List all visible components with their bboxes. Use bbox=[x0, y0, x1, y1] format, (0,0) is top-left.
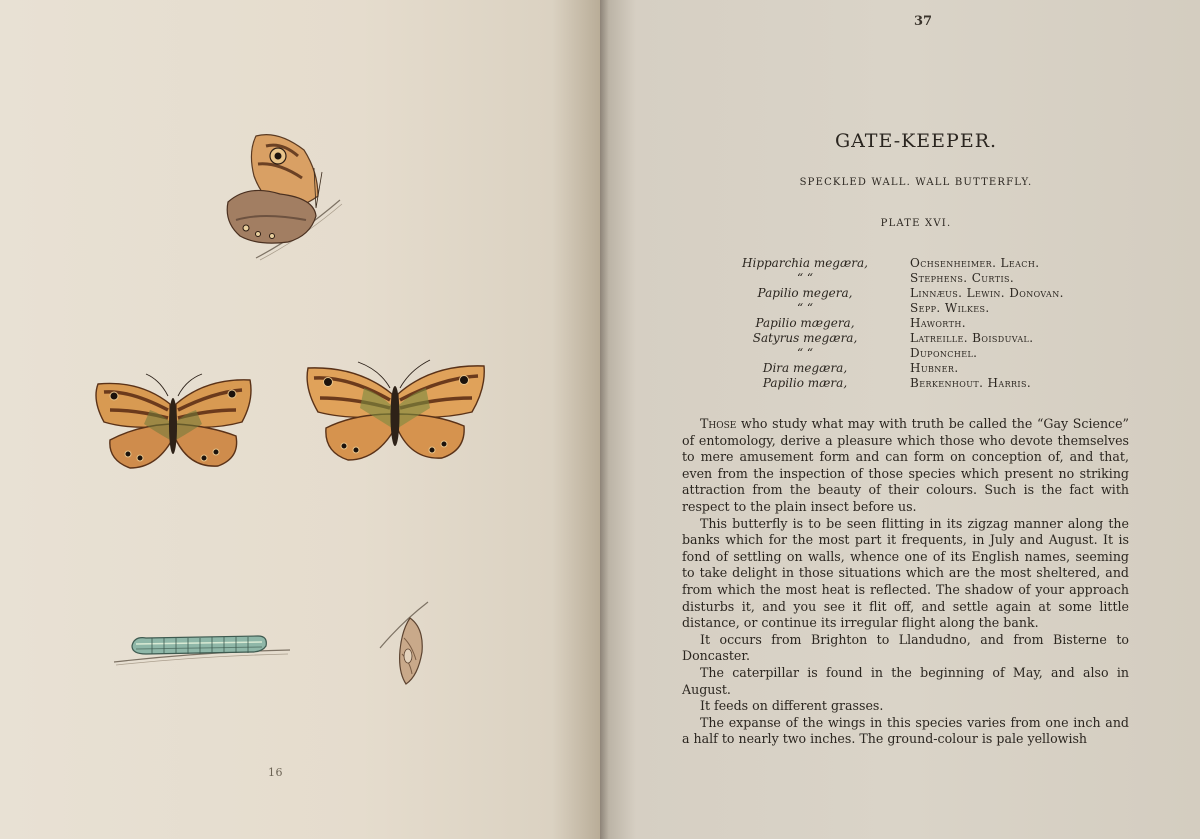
synonym-name: “ “ bbox=[796, 271, 814, 285]
synonymy-row bbox=[730, 301, 1130, 316]
synonym-authors: Ochsenheimer. Leach. bbox=[910, 256, 1040, 270]
synonymy-row bbox=[730, 316, 1130, 331]
synonymy-row bbox=[730, 331, 1130, 346]
plate-number: 16 bbox=[268, 766, 283, 779]
synonymy-row bbox=[730, 286, 1130, 301]
synonymy-list bbox=[730, 256, 1130, 391]
synonymy-row bbox=[730, 271, 1130, 286]
synonym-authors: Hubner. bbox=[910, 361, 959, 375]
synonym-name: Papilio megera, bbox=[757, 286, 853, 300]
butterfly-underside-illustration bbox=[218, 128, 348, 268]
synonym-authors: Berkenhout. Harris. bbox=[910, 376, 1032, 390]
paragraph-introduction-text: who study what may with truth be called the “Gay Science” of entomology, derive a pleasure which those who devote themselves to mere amusement form and can form on conception of, and that, even from the inspection of those species which present no striking attraction from the beauty of their colours. Such is the fact with respect to the plain insect before us. bbox=[682, 416, 1129, 514]
page-title: GATE-KEEPER. bbox=[834, 130, 998, 152]
synonym-authors: Haworth. bbox=[910, 316, 966, 330]
common-names-subtitle: SPECKLED WALL. WALL BUTTERFLY. bbox=[799, 177, 1033, 188]
butterfly-male-illustration bbox=[302, 356, 488, 464]
synonymy-row bbox=[730, 376, 1130, 391]
synonym-name: Papilio mæra, bbox=[762, 376, 848, 390]
caterpillar-illustration bbox=[112, 628, 294, 672]
page-number: 37 bbox=[914, 14, 933, 29]
synonym-name: “ “ bbox=[796, 346, 814, 360]
synonym-name: “ “ bbox=[796, 301, 814, 315]
synonym-authors: Duponchel. bbox=[910, 346, 978, 360]
synonymy-row bbox=[730, 346, 1130, 361]
paragraph-lead-word: Those bbox=[700, 416, 737, 431]
paragraph-caterpillar: The caterpillar is found in the beginning of May, and also in August. bbox=[682, 664, 1129, 697]
chrysalis-illustration bbox=[372, 598, 438, 690]
synonymy-row bbox=[730, 361, 1130, 376]
synonym-name: Dira megæra, bbox=[762, 361, 848, 375]
synonym-authors: Sepp. Wilkes. bbox=[910, 301, 990, 315]
paragraph-range: It occurs from Brighton to Llandudno, and from Bisterne to Doncaster. bbox=[682, 631, 1129, 664]
plate-reference: PLATE XVI. bbox=[880, 218, 952, 229]
synonym-name: Papilio mægera, bbox=[755, 316, 855, 330]
synonym-name: Hipparchia megæra, bbox=[742, 256, 868, 270]
synonym-authors: Linnæus. Lewin. Donovan. bbox=[910, 286, 1064, 300]
synonym-name: Satyrus megæra, bbox=[752, 331, 858, 345]
paragraph-habits: This butterfly is to be seen flitting in its zigzag manner along the banks which for the most part it frequents, in July and August. It is fond of settling on walls, whence one of its English names, seeming to take delight in those situations which are the most sheltered, and from which the most heat is reflected. The shadow of your approach disturbs it, and you see it flit off, and settle again at some little distance, or continue its irregular flight along the bank. bbox=[682, 515, 1129, 631]
paragraph-food: It feeds on different grasses. bbox=[700, 698, 884, 714]
paragraph-introduction bbox=[682, 416, 1129, 516]
paragraph-description: The expanse of the wings in this species varies from one inch and a half to nearly two inches. The ground-colour is pale yellowish bbox=[682, 714, 1129, 747]
body-text bbox=[682, 416, 1129, 748]
synonym-authors: Stephens. Curtis. bbox=[910, 271, 1015, 285]
synonymy-row bbox=[730, 256, 1130, 271]
butterfly-female-illustration bbox=[90, 370, 256, 474]
synonym-authors: Latreille. Boisduval. bbox=[910, 331, 1034, 345]
